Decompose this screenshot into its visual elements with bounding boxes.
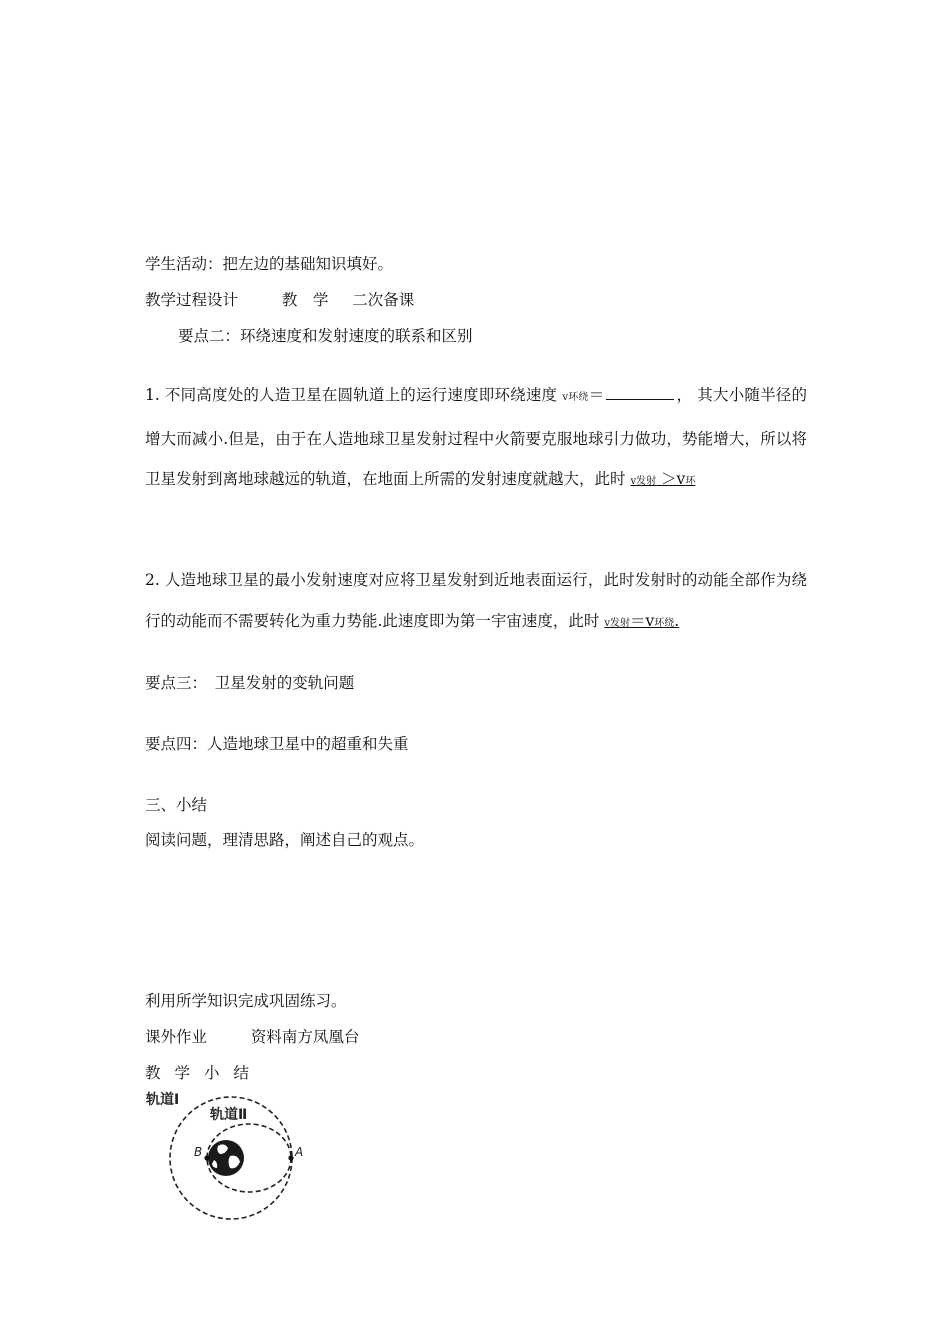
- paragraph-1: [145, 375, 807, 503]
- subscript-huanrao-2: 环绕: [654, 617, 675, 629]
- point-two-heading: 要点二：环绕速度和发射速度的联系和区别: [178, 327, 473, 345]
- v-fashe-symbol: v: [630, 476, 637, 487]
- point-a-dot: [288, 1155, 293, 1160]
- teaching-summary-char: 小: [204, 1064, 220, 1082]
- first-cosmic-velocity-relation: [604, 612, 679, 630]
- second-prep-label: 二次备课: [352, 291, 415, 309]
- paragraph-1-text-a: 不同高度处的人造卫星在圆轨道上的运行速度即环绕速度: [164, 386, 558, 404]
- subscript-fashe: 发射: [636, 476, 657, 487]
- launch-velocity-relation: [630, 470, 695, 488]
- teaching-label: 教 学: [281, 291, 329, 309]
- orbit-diagram: [140, 1086, 320, 1222]
- point-b-dot: [204, 1155, 209, 1160]
- equals-sign: ＝: [588, 386, 605, 404]
- teaching-summary-heading: [145, 1061, 263, 1083]
- velocity-symbol: v: [562, 392, 568, 403]
- paragraph-1-text-b: 其大小随半径的增大而减小.但是，由于在人造地球卫星发射过程中火箭要克服地球引力做功，势能增大，所以将卫星发射到离地球越远的轨道，在地面上所需的发射速度就越大，此时: [145, 386, 807, 488]
- summary-heading: 三、小结: [145, 796, 208, 814]
- point-a-label: A: [295, 1145, 304, 1159]
- paragraph-2: [145, 560, 807, 644]
- point-three-heading: 要点三： 卫星发射的变轨问题: [145, 674, 355, 692]
- homework-row: [145, 1025, 359, 1047]
- period: .: [674, 611, 680, 630]
- fill-blank: [606, 385, 674, 400]
- practice-line: 利用所学知识完成巩固练习。: [145, 992, 347, 1010]
- subscript-huanrao: 环绕: [568, 392, 589, 403]
- point-b-label: B: [194, 1145, 203, 1159]
- comma: ，: [676, 386, 693, 404]
- paragraph-2-number: 2.: [145, 571, 160, 589]
- subscript-huan: 环: [685, 476, 696, 487]
- subscript-fashe-2: 发射: [610, 617, 631, 629]
- earth-icon: [208, 1140, 244, 1176]
- process-design-label: 教学过程设计: [145, 291, 239, 309]
- teaching-summary-char: 教: [145, 1064, 161, 1082]
- homework-label: 课外作业: [145, 1028, 208, 1046]
- process-design-row: [145, 288, 414, 310]
- greater-than-v: ＞v: [661, 470, 686, 488]
- v-fashe-symbol-2: v: [604, 617, 611, 629]
- orbit-two-label: 轨道Ⅱ: [210, 1107, 248, 1123]
- orbit-one-label: 轨道Ⅰ: [146, 1092, 180, 1108]
- student-activity-line: 学生活动：把左边的基础知识填好。: [145, 255, 394, 273]
- teaching-summary-char: 学: [174, 1064, 191, 1082]
- equals-v: ＝v: [630, 611, 655, 630]
- resource-label: 资料南方凤凰台: [250, 1028, 360, 1046]
- summary-text: 阅读问题，理清思路，阐述自己的观点。: [145, 831, 425, 849]
- teaching-summary-char: 结: [233, 1064, 250, 1082]
- paragraph-1-number: 1.: [145, 386, 160, 404]
- paragraph-2-text: 人造地球卫星的最小发射速度对应将卫星发射到近地表面运行，此时发射时的动能全部作为绕行的动能而不需要转化为重力势能.此速度即为第一宇宙速度，此时: [145, 571, 807, 630]
- point-four-heading: 要点四：人造地球卫星中的超重和失重: [145, 735, 409, 753]
